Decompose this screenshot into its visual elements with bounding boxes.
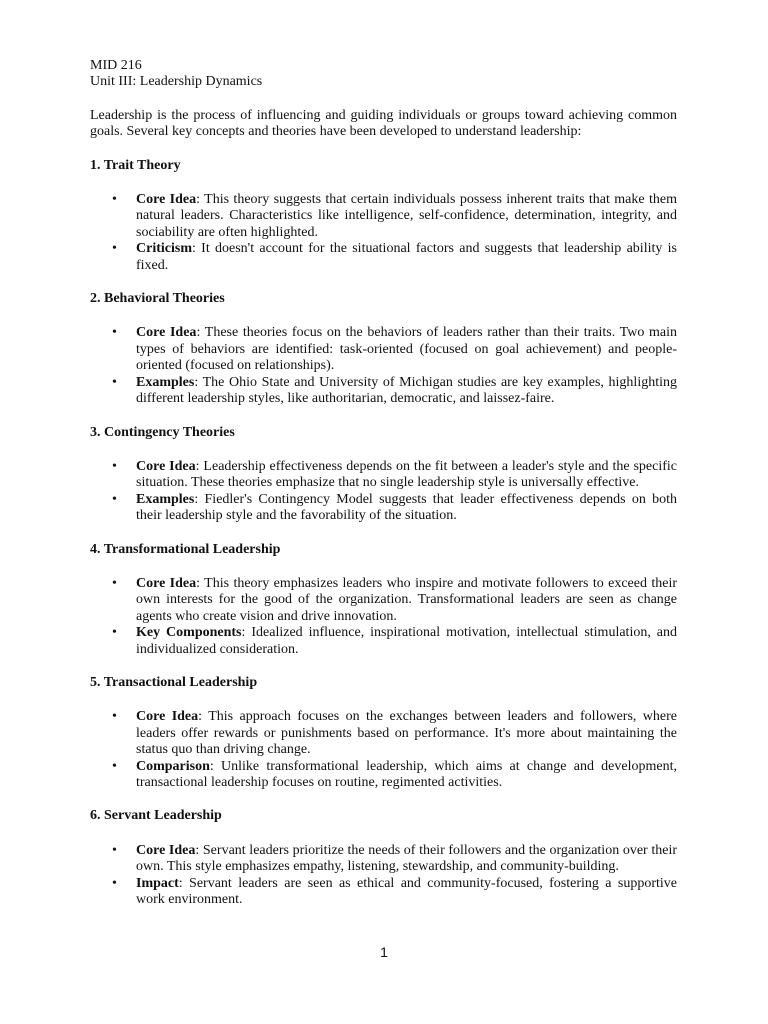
bullet-icon: • (112, 709, 117, 725)
bullet-text: : This approach focuses on the exchanges between leaders and followers, where leaders offer rewards or punishments based on performance. It's more about maintaining the status quo than driving change. (136, 709, 678, 758)
bullet-term: Key Components (136, 625, 242, 641)
intro-paragraph: Leadership is the process of influencing and guiding individuals or groups toward achieving common goals. Several key concepts and theories have been developed to understand leadership: (90, 107, 677, 140)
bullet-item (112, 458, 677, 492)
bullet-list (90, 325, 677, 407)
bullet-item (112, 241, 677, 274)
bullet-list (90, 576, 677, 658)
unit-title: Unit III: Leadership Dynamics (90, 74, 263, 90)
bullet-term: Core Idea (136, 842, 196, 858)
section-heading: 4. Transformational Leadership (90, 541, 281, 557)
bullet-text: : It doesn't account for the situational factors and suggests that leadership ability is fixed. (136, 241, 677, 273)
bullet-icon: • (112, 625, 117, 641)
section-heading: 1. Trait Theory (90, 157, 181, 173)
document-page (90, 58, 677, 908)
bullet-term: Impact (136, 875, 179, 891)
section-heading: 2. Behavioral Theories (90, 291, 225, 307)
bullet-text: : The Ohio State and University of Michigan studies are key examples, highlighting different leadership styles, like authoritarian, democratic, and laissez-faire. (136, 374, 677, 407)
bullet-item (112, 491, 677, 525)
bullet-icon: • (112, 842, 117, 858)
bullet-term: Criticism (136, 241, 192, 257)
bullet-text: : Servant leaders are seen as ethical and community-focused, fostering a supportive work environment. (136, 875, 677, 908)
bullet-icon: • (112, 758, 117, 774)
bullet-item (112, 575, 678, 625)
bullet-text: : This theory emphasizes leaders who inspire and motivate followers to exceed their own interests for the good of the organization. Transformational leaders are seen as change agents who create vision and drive innovation. (136, 575, 678, 624)
bullet-text: : These theories focus on the behaviors of leaders rather than their traits. Two main types of behaviors are identified: task-oriented (focused on goal achievement) and people-oriented (focused on relationships). (136, 325, 678, 374)
bullet-text: : Unlike transformational leadership, which aims at change and development, transactional leadership focuses on routine, regimented activities. (136, 758, 677, 790)
bullet-list (90, 843, 677, 909)
sections-container (90, 158, 677, 909)
course-code: MID 216 (90, 58, 142, 73)
bullet-text: : Leadership effectiveness depends on the fit between a leader's style and the specific situation. These theories emphasize that no single leadership style is universally effective. (136, 458, 677, 491)
page-number: 1 (380, 944, 388, 960)
bullet-icon: • (112, 875, 117, 891)
bullet-item (112, 374, 677, 408)
bullet-icon: • (112, 575, 117, 591)
bullet-list (90, 709, 677, 791)
bullet-term: Core Idea (136, 575, 197, 591)
bullet-icon: • (112, 192, 117, 208)
section-heading: 3. Contingency Theories (90, 424, 235, 440)
bullet-item (112, 625, 677, 658)
bullet-icon: • (112, 458, 117, 474)
bullet-text: : Fiedler's Contingency Model suggests that leader effectiveness depends on both their leadership style and the favorability of the situation. (136, 491, 677, 524)
bullet-item (112, 875, 677, 909)
bullet-icon: • (112, 325, 117, 341)
bullet-list (90, 192, 677, 274)
bullet-item (112, 709, 678, 758)
bullet-item (112, 192, 677, 241)
bullet-list (90, 459, 677, 525)
bullet-icon: • (112, 491, 117, 507)
bullet-term: Examples (136, 491, 195, 507)
bullet-icon: • (112, 241, 117, 257)
bullet-text: : Idealized influence, inspirational motivation, intellectual stimulation, and individualized consideration. (136, 625, 677, 657)
bullet-item (112, 842, 677, 876)
bullet-term: Core Idea (136, 458, 196, 474)
bullet-term: Examples (136, 374, 195, 390)
bullet-text: : Servant leaders prioritize the needs of their followers and the organization over their own. This style emphasizes empathy, listening, stewardship, and community-building. (136, 842, 677, 875)
bullet-term: Comparison (136, 758, 210, 774)
bullet-text: : This theory suggests that certain individuals possess inherent traits that make them natural leaders. Characteristics like intelligence, self-confidence, determination, integrity, and sociability are often highlighted. (136, 192, 677, 240)
bullet-icon: • (112, 374, 117, 390)
section-heading: 5. Transactional Leadership (90, 674, 258, 690)
bullet-term: Core Idea (136, 192, 197, 208)
bullet-item (112, 758, 677, 792)
section-heading: 6. Servant Leadership (90, 808, 222, 824)
bullet-term: Core Idea (136, 325, 197, 341)
bullet-item (112, 325, 678, 374)
bullet-term: Core Idea (136, 709, 199, 725)
